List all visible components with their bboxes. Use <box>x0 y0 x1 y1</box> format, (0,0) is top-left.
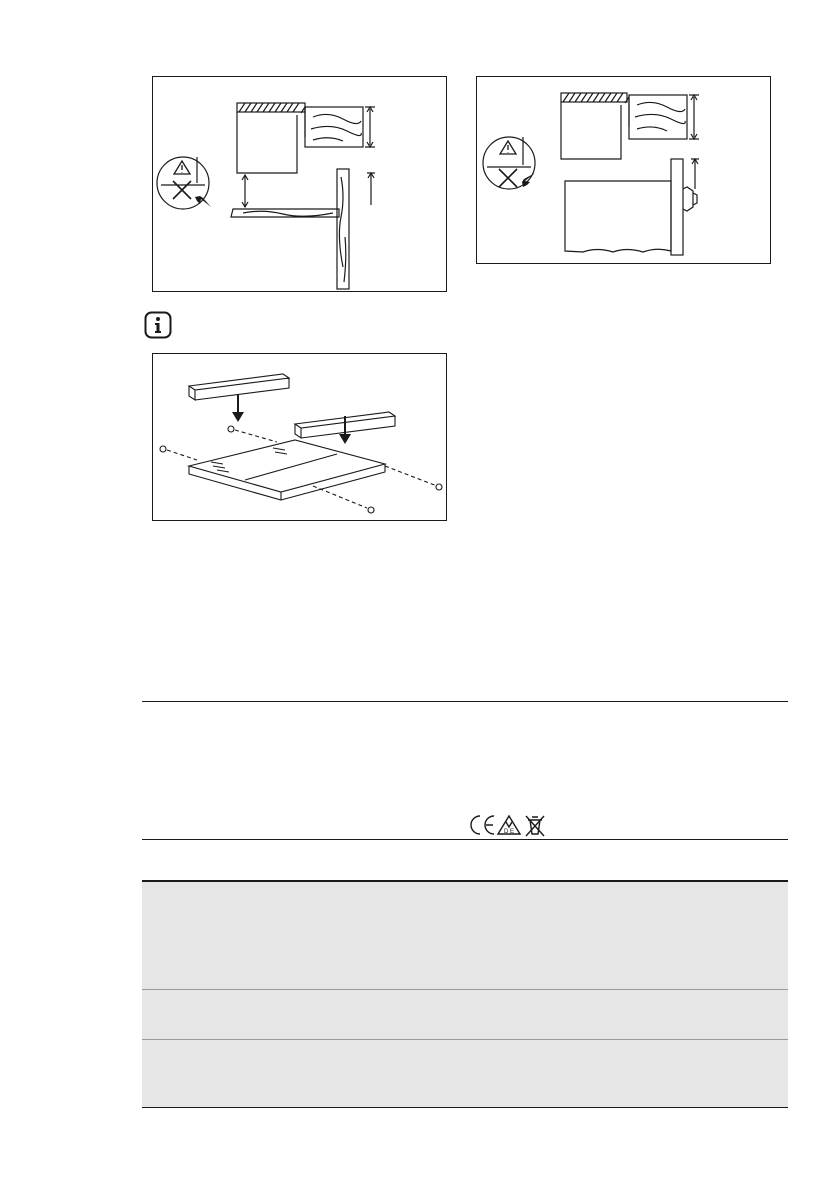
weee-bin-icon <box>526 816 544 836</box>
info-icon <box>144 311 172 339</box>
certification-marks <box>466 812 556 838</box>
warning-triangle-icon <box>500 141 516 154</box>
cabinet-shelf-drawing <box>153 77 448 293</box>
divider <box>142 839 788 840</box>
table-row <box>142 882 788 989</box>
cabinet-drawer-drawing <box>477 77 772 265</box>
table-bottom-rule <box>142 1107 788 1108</box>
warning-triangle-icon <box>174 161 190 174</box>
table-row <box>142 990 788 1039</box>
figure-cabinet-shelf <box>152 76 447 292</box>
down-arrow-icon <box>232 394 244 422</box>
figure-mounting-tray <box>152 353 447 521</box>
mounting-tray-drawing <box>153 354 448 522</box>
svg-text:D E: D E <box>504 829 515 835</box>
cross-icon <box>499 169 517 187</box>
table-row <box>142 1040 788 1107</box>
figure-cabinet-drawer <box>476 76 771 264</box>
ce-mark-icon <box>471 816 494 834</box>
divider <box>142 701 788 702</box>
cross-icon <box>173 181 191 199</box>
down-arrow-icon <box>339 416 351 444</box>
